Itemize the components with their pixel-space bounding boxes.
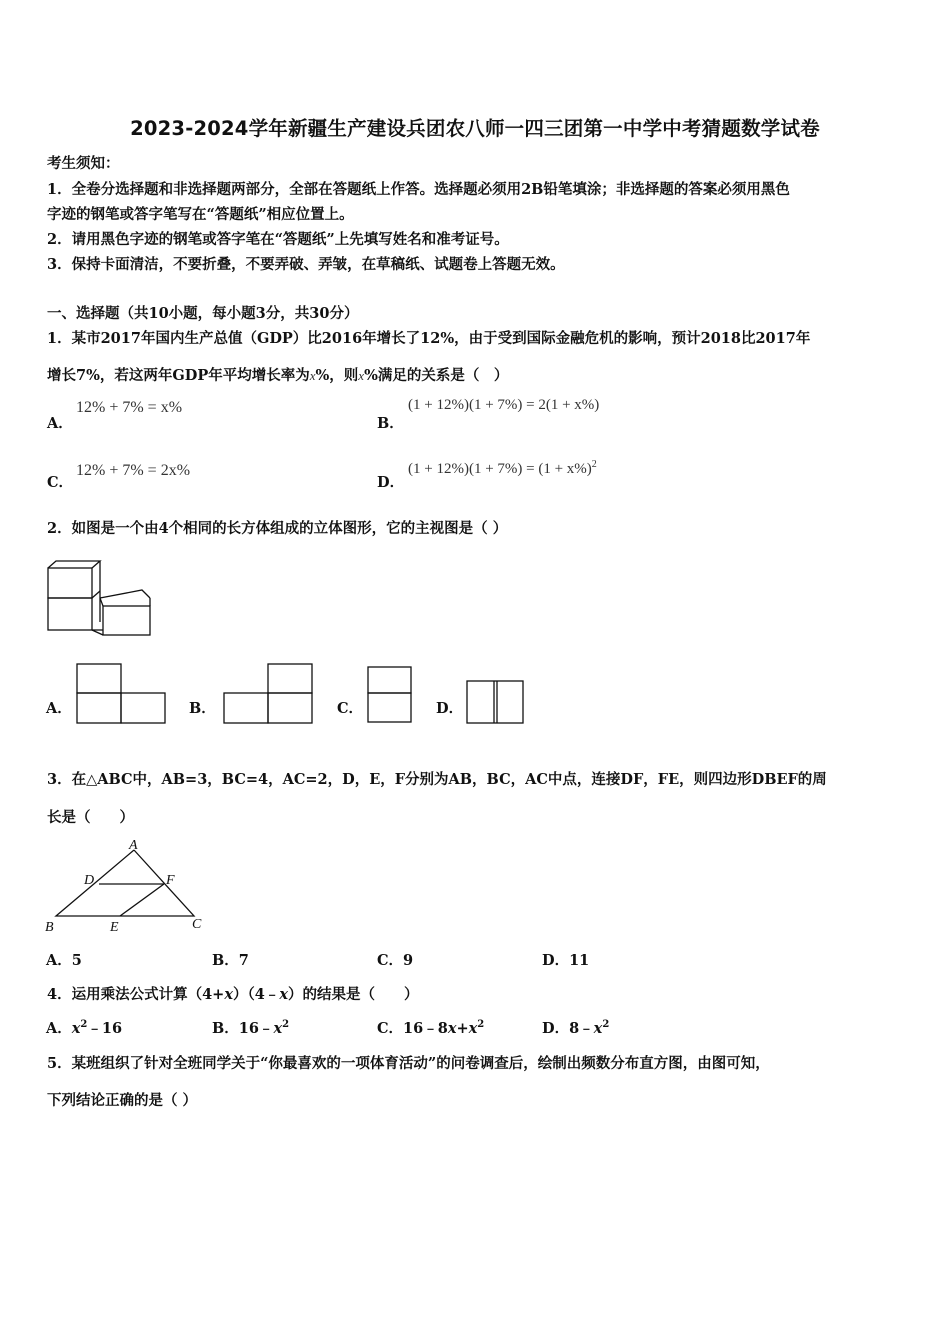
q1-option-c-label[interactable]: C．: [47, 474, 74, 491]
q2-option-a-label[interactable]: A．: [46, 700, 72, 717]
triangle-figure: [44, 836, 214, 938]
q4-option-a[interactable]: A．$x^2﹣16$: [46, 1019, 123, 1037]
q2-option-b-figure: [223, 663, 315, 725]
q2-option-c-figure: [367, 666, 413, 724]
question-1-text: 1．某市2017年国内生产总值（GDP）比2016年增长了12%，由于受到国际金融危机的影响，预计2018比2017年: [47, 330, 811, 347]
notice-item-1-cont: 字迹的钢笔或答字笔写在“答题纸”相应位置上。: [47, 206, 354, 223]
q4-option-c[interactable]: C．$16﹣8x+x^2$: [377, 1019, 485, 1037]
notice-item-3: 3．保持卡面清洁，不要折叠，不要弄破、弄皱，在草稿纸、试题卷上答题无效。: [47, 256, 565, 273]
point-c-label: C: [192, 917, 202, 932]
question-5-text: 5．某班组织了针对全班同学关于“你最喜欢的一项体育活动”的问卷调查后，绘制出频数分布直方图，由图可知，: [47, 1055, 770, 1072]
point-d-label: D: [84, 873, 95, 888]
q1-option-b-label[interactable]: B．: [377, 415, 404, 432]
q2-option-b-label[interactable]: B．: [189, 700, 216, 717]
solid-figure: [46, 558, 156, 638]
question-3-text: 3．在△ABC中，AB=3，BC=4，AC=2，D，E，F分别为AB，BC，AC中点，连接DF，FE，则四边形DBEF的周: [47, 771, 827, 788]
question-4-text: 4．运用乘法公式计算（4+x）（4﹣x）的结果是（ ）: [47, 986, 419, 1003]
notice-item-2: 2．请用黑色字迹的钢笔或答字笔在“答题纸”上先填写姓名和准考证号。: [47, 231, 509, 248]
q1-option-b-math: (1 + 12%)(1 + 7%) = 2(1 + x%): [408, 397, 600, 413]
q3-option-b[interactable]: B．7: [212, 952, 249, 969]
question-3-text-cont: 长是（ ）: [47, 809, 134, 826]
question-1-text-cont: 增长7%，若这两年GDP年平均增长率为x%，则x%满足的关系是（ ）: [47, 367, 509, 384]
q4-option-b[interactable]: B．$16﹣x^2$: [212, 1019, 290, 1037]
point-f-label: F: [166, 873, 175, 888]
notice-heading: 考生须知：: [47, 155, 120, 172]
q1-option-d-label[interactable]: D．: [377, 474, 405, 491]
q1-option-c-math: 12% + 7% = 2x%: [76, 462, 191, 479]
question-5-text-cont: 下列结论正确的是（ ）: [47, 1092, 198, 1109]
point-a-label: A: [129, 838, 138, 853]
question-2-text: 2．如图是一个由4个相同的长方体组成的立体图形，它的主视图是（ ）: [47, 520, 508, 537]
q3-option-a[interactable]: A．5: [46, 952, 82, 969]
notice-item-1: 1．全卷分选择题和非选择题两部分，全部在答题纸上作答。选择题必须用2B铅笔填涂；非选择题的答案必须用黑色: [47, 181, 790, 198]
point-b-label: B: [45, 920, 54, 935]
q2-option-c-label[interactable]: C．: [337, 700, 364, 717]
q4-option-d[interactable]: D．$8﹣x^2$: [542, 1019, 610, 1037]
point-e-label: E: [110, 920, 119, 935]
q2-option-d-figure: [466, 680, 526, 725]
q3-option-d[interactable]: D．11: [542, 952, 590, 969]
q2-option-a-figure: [76, 663, 168, 725]
page-title: 2023-2024学年新疆生产建设兵团农八师一四三团第一中学中考猜题数学试卷: [130, 117, 820, 140]
q3-option-c[interactable]: C．9: [377, 952, 414, 969]
q1-option-a-label[interactable]: A．: [47, 415, 73, 432]
q1-option-d-math: $(1 + 12\%)(1 + 7\%) = (1 + x\%)^2$: [408, 459, 597, 477]
q1-option-a-math: 12% + 7% = x%: [76, 399, 183, 416]
q2-option-d-label[interactable]: D．: [436, 700, 464, 717]
section-heading: 一、选择题（共10小题，每小题3分，共30分）: [47, 305, 359, 322]
